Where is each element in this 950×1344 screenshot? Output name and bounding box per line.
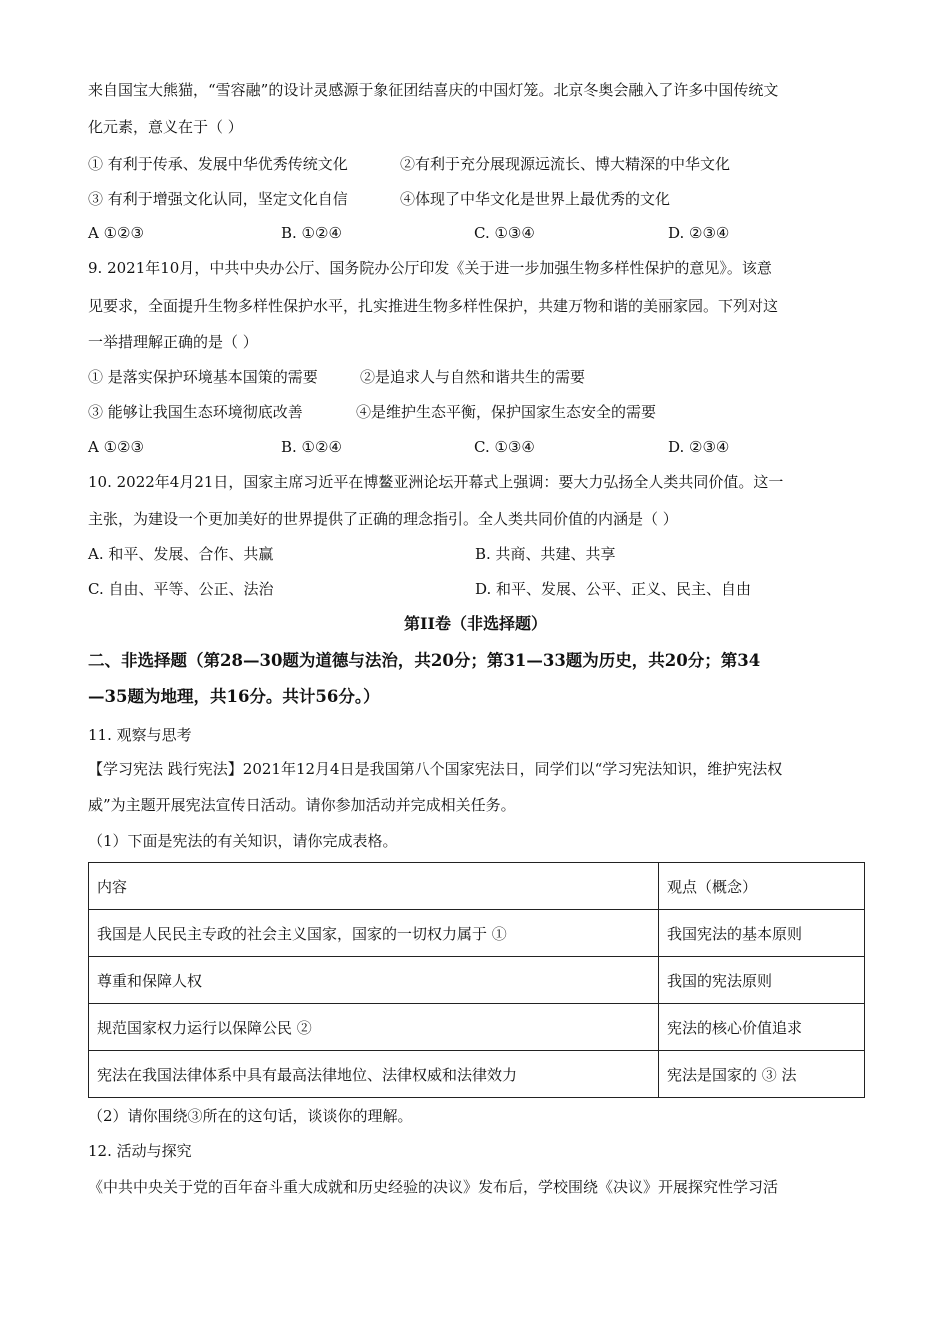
table-row — [89, 1004, 865, 1051]
q8-option-d: D. ②③④ — [668, 224, 730, 242]
table-cell-viewpoint: 我国宪法的基本原则 — [659, 910, 865, 957]
table-cell-content: 尊重和保障人权 — [89, 957, 659, 1004]
q8-option-b: B. ①②④ — [281, 224, 342, 242]
q9-statement-4: ④是维护生态平衡，保护国家生态安全的需要 — [356, 403, 657, 421]
part2-heading-line2: —35题为地理，共16分。共计56分。） — [88, 687, 380, 706]
q11-title: 11. 观察与思考 — [88, 726, 192, 744]
q8-statement-4: ④体现了中华文化是世界上最优秀的文化 — [400, 190, 671, 208]
table-header-row — [89, 863, 865, 910]
q8-statement-1: ① 有利于传承、发展中华优秀传统文化 — [88, 155, 348, 173]
table-cell-viewpoint: 宪法的核心价值追求 — [659, 1004, 865, 1051]
table-row — [89, 910, 865, 957]
table-header-content: 内容 — [89, 863, 659, 910]
q9-statement-2: ②是追求人与自然和谐共生的需要 — [360, 368, 586, 386]
q12-title: 12. 活动与探究 — [88, 1142, 192, 1160]
q10-text-line1: 10. 2022年4月21日，国家主席习近平在博鳌亚洲论坛开幕式上强调：要大力弘扬全人类共同价值。这一 — [88, 473, 784, 491]
table-row — [89, 1051, 865, 1098]
q10-option-d: D. 和平、发展、公平、正义、民主、自由 — [475, 580, 752, 598]
q12-text-line1: 《中共中央关于党的百年奋斗重大成就和历史经验的决议》发布后，学校围绕《决议》开展探究性学习活 — [88, 1178, 779, 1196]
q11-text-line1: 【学习宪法 践行宪法】2021年12月4日是我国第八个国家宪法日，同学们以“学习宪法知识，维护宪法权 — [88, 760, 783, 778]
q9-text-line2: 见要求，全面提升生物多样性保护水平，扎实推进生物多样性保护，共建万物和谐的美丽家园。下列对这 — [88, 297, 779, 315]
q10-option-b: B. 共商、共建、共享 — [475, 545, 616, 563]
table-cell-content: 宪法在我国法律体系中具有最高法律地位、法律权威和法律效力 — [89, 1051, 659, 1098]
q10-text-line2: 主张，为建设一个更加美好的世界提供了正确的理念指引。全人类共同价值的内涵是（ ） — [88, 510, 678, 528]
table-header-viewpoint: 观点（概念） — [659, 863, 865, 910]
constitution-table — [88, 862, 865, 1098]
table-cell-content: 我国是人民民主专政的社会主义国家，国家的一切权力属于 ① — [89, 910, 659, 957]
q9-statement-1: ① 是落实保护环境基本国策的需要 — [88, 368, 318, 386]
q8-text-line1: 来自国宝大熊猫，“雪容融”的设计灵感源于象征团结喜庆的中国灯笼。北京冬奥会融入了许多中国传统文 — [88, 81, 779, 99]
table-row — [89, 957, 865, 1004]
q9-text-line1: 9. 2021年10月，中共中央办公厅、国务院办公厅印发《关于进一步加强生物多样性保护的意见》。该意 — [88, 259, 772, 277]
q11-text-line2: 威”为主题开展宪法宣传日活动。请你参加活动并完成相关任务。 — [88, 796, 516, 814]
q9-statement-3: ③ 能够让我国生态环境彻底改善 — [88, 403, 303, 421]
q11-subquestion-2: （2）请你围绕③所在的这句话，谈谈你的理解。 — [88, 1107, 413, 1125]
table-cell-viewpoint: 我国的宪法原则 — [659, 957, 865, 1004]
q9-option-c: C. ①③④ — [474, 438, 535, 456]
q8-text-line2: 化元素，意义在于（ ） — [88, 118, 243, 136]
q8-statement-3: ③ 有利于增强文化认同，坚定文化自信 — [88, 190, 348, 208]
q10-option-a: A. 和平、发展、合作、共赢 — [88, 545, 274, 563]
q9-option-a: A ①②③ — [88, 438, 144, 456]
table-cell-content: 规范国家权力运行以保障公民 ② — [89, 1004, 659, 1051]
q9-option-b: B. ①②④ — [281, 438, 342, 456]
q11-subquestion-1: （1）下面是宪法的有关知识，请你完成表格。 — [88, 832, 398, 850]
q8-statement-2: ②有利于充分展现源远流长、博大精深的中华文化 — [400, 155, 731, 173]
part2-title: 第II卷（非选择题） — [404, 614, 547, 633]
part2-heading-line1: 二、非选择题（第28—30题为道德与法治，共20分；第31—33题为历史，共20分；第34 — [88, 651, 761, 670]
q9-option-d: D. ②③④ — [668, 438, 730, 456]
table-cell-viewpoint: 宪法是国家的 ③ 法 — [659, 1051, 865, 1098]
q10-option-c: C. 自由、平等、公正、法治 — [88, 580, 274, 598]
q8-option-a: A ①②③ — [88, 224, 144, 242]
q8-option-c: C. ①③④ — [474, 224, 535, 242]
q9-text-line3: 一举措理解正确的是（ ） — [88, 333, 258, 351]
